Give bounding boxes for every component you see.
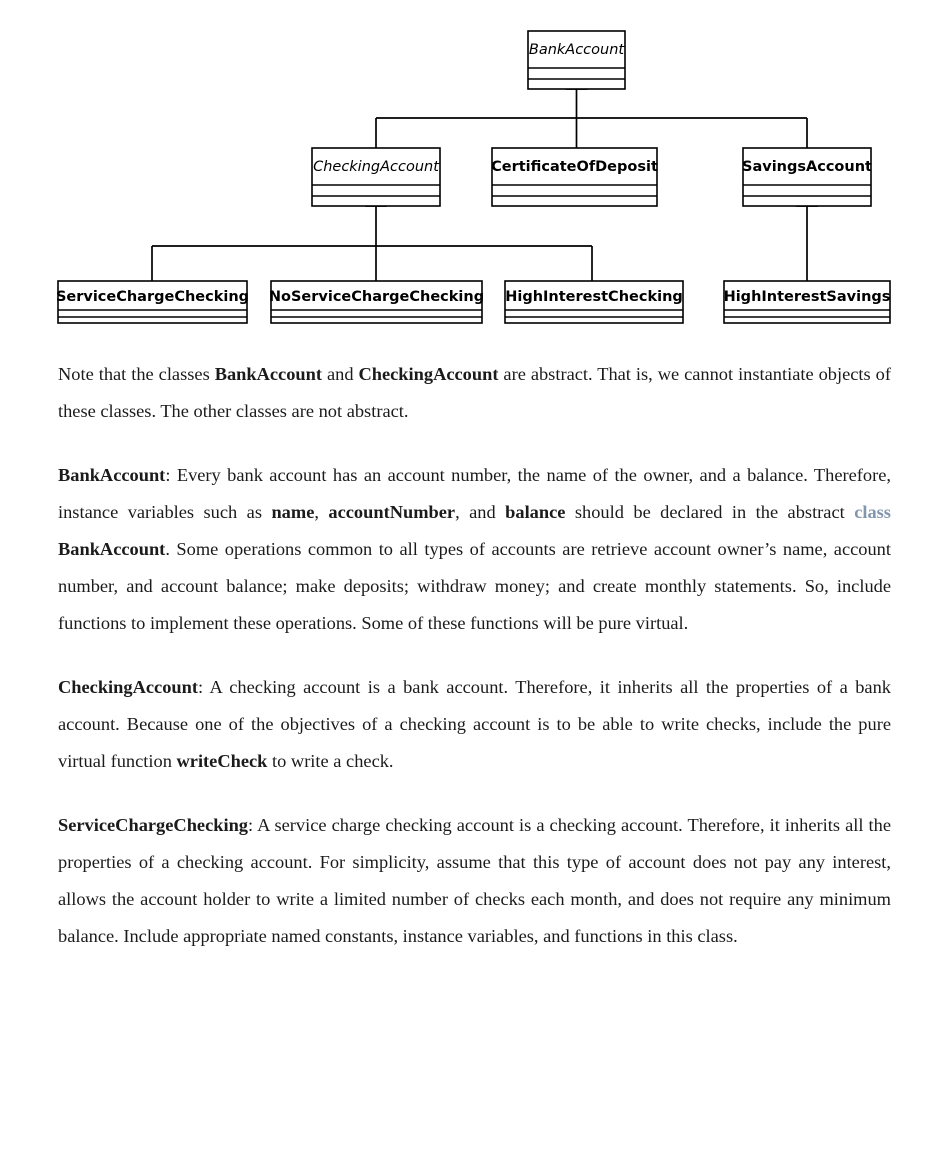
emphasis-bold: BankAccount [58, 539, 166, 559]
uml-class-bankaccount[interactable] [528, 31, 625, 89]
uml-class-highinterestsavings[interactable] [724, 281, 891, 323]
uml-class-label-highinterestchecking: HighInterestChecking [505, 289, 683, 305]
emphasis-bold: accountNumber [328, 502, 456, 522]
uml-class-label-bankaccount: BankAccount [528, 42, 625, 58]
uml-class-servicechargechecking[interactable] [56, 281, 249, 323]
uml-box-outline-bankaccount [528, 31, 625, 89]
uml-class-diagram [0, 0, 938, 345]
paragraph-note-abstract: Note that the classes BankAccount and CheckingAccount are abstract. That is, we cannot instantiate objects of these classes. The other classes are not abstract. [58, 364, 891, 421]
uml-class-label-servicechargechecking: ServiceChargeChecking [55, 289, 250, 305]
uml-class-label-checkingaccount: CheckingAccount [313, 159, 439, 175]
uml-class-savingsaccount[interactable] [742, 148, 872, 206]
uml-class-label-savingsaccount: SavingsAccount [742, 159, 872, 175]
code-keyword: class [854, 502, 891, 522]
paragraph-service-charge-checking: ServiceChargeChecking: A service charge checking account is a checking account. Therefore, it inherits all the properties of a checking account. For simplicity, assume that this type of account does not pay any interest, allows the account holder to write a limited number of checks each month, and does not require any minimum balance. Include appropriate named constants, instance variables, and functions in this class. [58, 815, 891, 946]
uml-box-outline-savingsaccount [743, 148, 871, 206]
emphasis-bold: name [271, 502, 315, 522]
uml-class-label-noservicechargechecking: NoServiceChargeChecking [268, 289, 485, 305]
paragraph-checking-account: CheckingAccount: A checking account is a bank account. Therefore, it inherits all the properties of a bank account. Because one of the objectives of a checking account is to be able to write checks, include the pure virtual function writeCheck to write a check. [58, 677, 891, 771]
uml-class-certificateofdeposit[interactable] [491, 148, 658, 206]
emphasis-bold: CheckingAccount [358, 364, 499, 384]
emphasis-bold: writeCheck [176, 751, 268, 771]
document-body [58, 356, 891, 955]
paragraph-bank-account: BankAccount: Every bank account has an account number, the name of the owner, and a balance. Therefore, instance variables such as name, accountNumber, and balance should be declared in the abstract class BankAccount. Some operations common to all types of accounts are retrieve account owner’s name, account number, and account balance; make deposits; withdraw money; and create monthly statements. So, include functions to implement these operations. Some of these functions will be pure virtual. [58, 465, 891, 633]
uml-class-highinterestchecking[interactable] [505, 281, 683, 323]
uml-class-label-certificateofdeposit: CertificateOfDeposit [491, 159, 658, 175]
uml-box-outline-certificateofdeposit [492, 148, 657, 206]
uml-class-label-highinterestsavings: HighInterestSavings [723, 289, 891, 305]
uml-box-outline-checkingaccount [312, 148, 440, 206]
emphasis-bold: BankAccount [58, 465, 166, 485]
uml-class-checkingaccount[interactable] [312, 148, 440, 206]
uml-class-noservicechargechecking[interactable] [269, 281, 484, 323]
emphasis-bold: balance [505, 502, 566, 522]
emphasis-bold: BankAccount [214, 364, 322, 384]
emphasis-bold: ServiceChargeChecking [58, 815, 249, 835]
emphasis-bold: CheckingAccount [58, 677, 198, 697]
